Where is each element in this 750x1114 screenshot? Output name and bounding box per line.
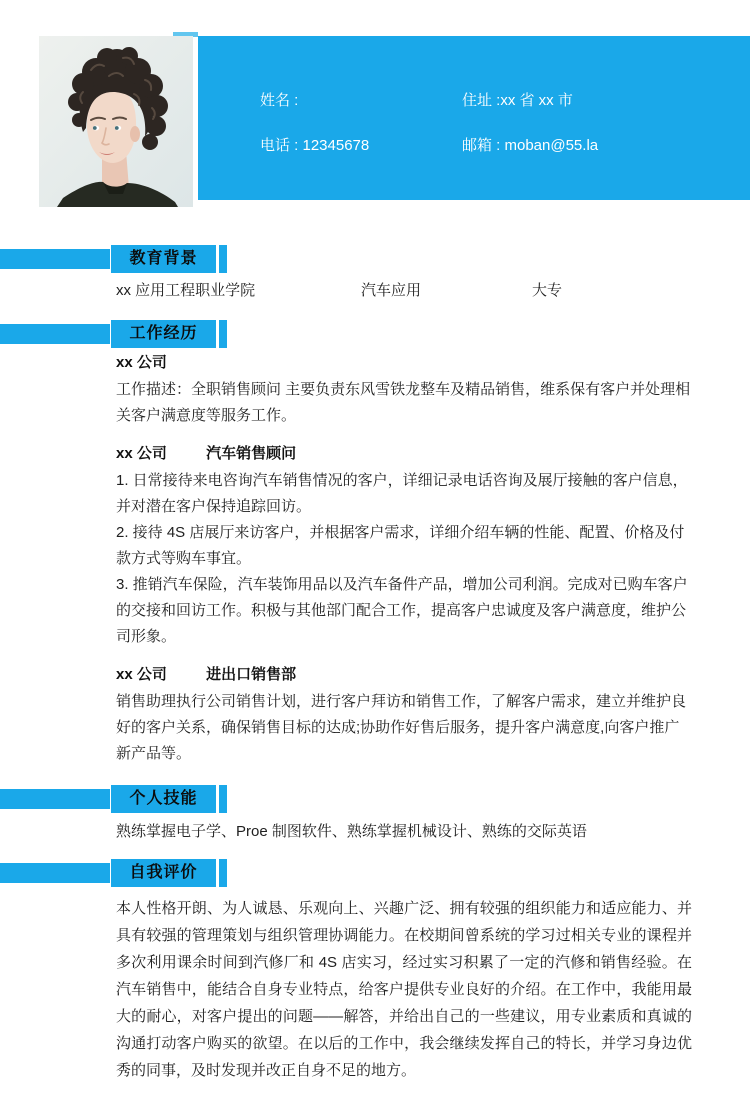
job-description-line: 销售助理执行公司销售计划，进行客户拜访和销售工作，了解客户需求，建立并维护良好的客户关系，确保销售目标的达成;协助作好售后服务，提升客户满意度,向客户推广新产品等。 <box>116 693 687 762</box>
section-header-evaluation <box>0 859 750 887</box>
portrait-photo <box>39 36 193 207</box>
job-title-row <box>116 352 692 374</box>
section-skills <box>0 785 750 845</box>
job-description-line: 2. 接待 4S 店展厅来访客户，并根据客户需求，详细介绍车辆的性能、配置、价格及付款方式等购车事宜。 <box>116 524 685 567</box>
self-evaluation-text: 本人性格开朗、为人诚恳、乐观向上、兴趣广泛、拥有较强的组织能力和适应能力、并具有较强的管理策划与组织管理协调能力。在校期间曾系统的学习过相关专业的课程并多次利用课余时间到汽修厂和 4S 店实习，经过实习积累了一定的汽修和销售经验。在汽车销售中，能结合自身专业特点，给客户提供专业良好的介绍。在工作中，我能用最大的耐心，对客户提出的问题——解答，并给出自己的一些建议，用专业素质和真诚的沟通打动客户购买的欲望。在以后的工作中，我会继续发挥自己的特长，并学习身边优秀的同事，及时发现并改正自身不足的地方。 <box>116 900 692 1079</box>
contact-band <box>198 36 750 200</box>
section-title-work: 工作经历 <box>111 320 216 348</box>
section-work-experience <box>0 320 750 767</box>
job-entry <box>116 352 692 429</box>
section-header-education <box>0 245 750 273</box>
portrait-illustration <box>39 36 193 207</box>
skills-text: 熟练掌握电子学、Proe 制图软件、熟练掌握机械设计、熟练的交际英语 <box>116 823 587 840</box>
education-major: 汽车应用 <box>361 282 422 299</box>
job-description-line: 工作描述：全职销售顾问 主要负责东风雪铁龙整车及精品销售，维系保有客户并处理相关客户满意度等服务工作。 <box>116 381 691 424</box>
section-header-stripe <box>219 859 227 887</box>
job-role: 进出口销售部 <box>206 666 297 683</box>
section-header-bar <box>0 789 110 809</box>
work-experience-list <box>116 352 692 767</box>
section-header-bar <box>0 863 110 883</box>
education-degree: 大专 <box>532 282 563 299</box>
section-header-work <box>0 320 750 348</box>
email-field: 邮箱 : moban@55.la <box>462 137 599 154</box>
section-header-stripe <box>219 245 227 273</box>
job-company: xx 公司 <box>116 445 167 462</box>
address-field: 住址 :xx 省 xx 市 <box>462 92 573 109</box>
job-title-row <box>116 443 692 465</box>
section-title-evaluation: 自我评价 <box>111 859 216 887</box>
job-role: 汽车销售顾问 <box>206 445 297 462</box>
job-company: xx 公司 <box>116 666 167 683</box>
education-row <box>116 280 692 302</box>
section-header-skills <box>0 785 750 813</box>
section-title-skills: 个人技能 <box>111 785 216 813</box>
section-header-bar <box>0 249 110 269</box>
job-entry <box>116 664 692 767</box>
contact-grid <box>198 36 750 157</box>
job-description-line: 3. 推销汽车保险，汽车装饰用品以及汽车备件产品，增加公司利润。完成对已购车客户的交接和回访工作。积极与其他部门配合工作，提高客户忠诚度及客户满意度，维护公司形象。 <box>116 576 688 645</box>
section-header-bar <box>0 324 110 344</box>
job-company: xx 公司 <box>116 354 167 371</box>
header <box>0 36 750 207</box>
section-education <box>0 245 750 302</box>
job-entry <box>116 443 692 650</box>
job-title-row <box>116 664 692 686</box>
section-header-stripe <box>219 320 227 348</box>
education-school: xx 应用工程职业学院 <box>116 282 256 299</box>
section-header-stripe <box>219 785 227 813</box>
section-self-evaluation <box>0 859 750 1084</box>
name-field: 姓名 : <box>260 92 299 109</box>
section-title-education: 教育背景 <box>111 245 216 273</box>
ear-shape <box>130 126 140 142</box>
phone-field: 电话 : 12345678 <box>260 137 370 154</box>
job-description-line: 1. 日常接待来电咨询汽车销售情况的客户，详细记录电话咨询及展厅接触的客户信息，并对潜在客户保持追踪回访。 <box>116 472 688 515</box>
